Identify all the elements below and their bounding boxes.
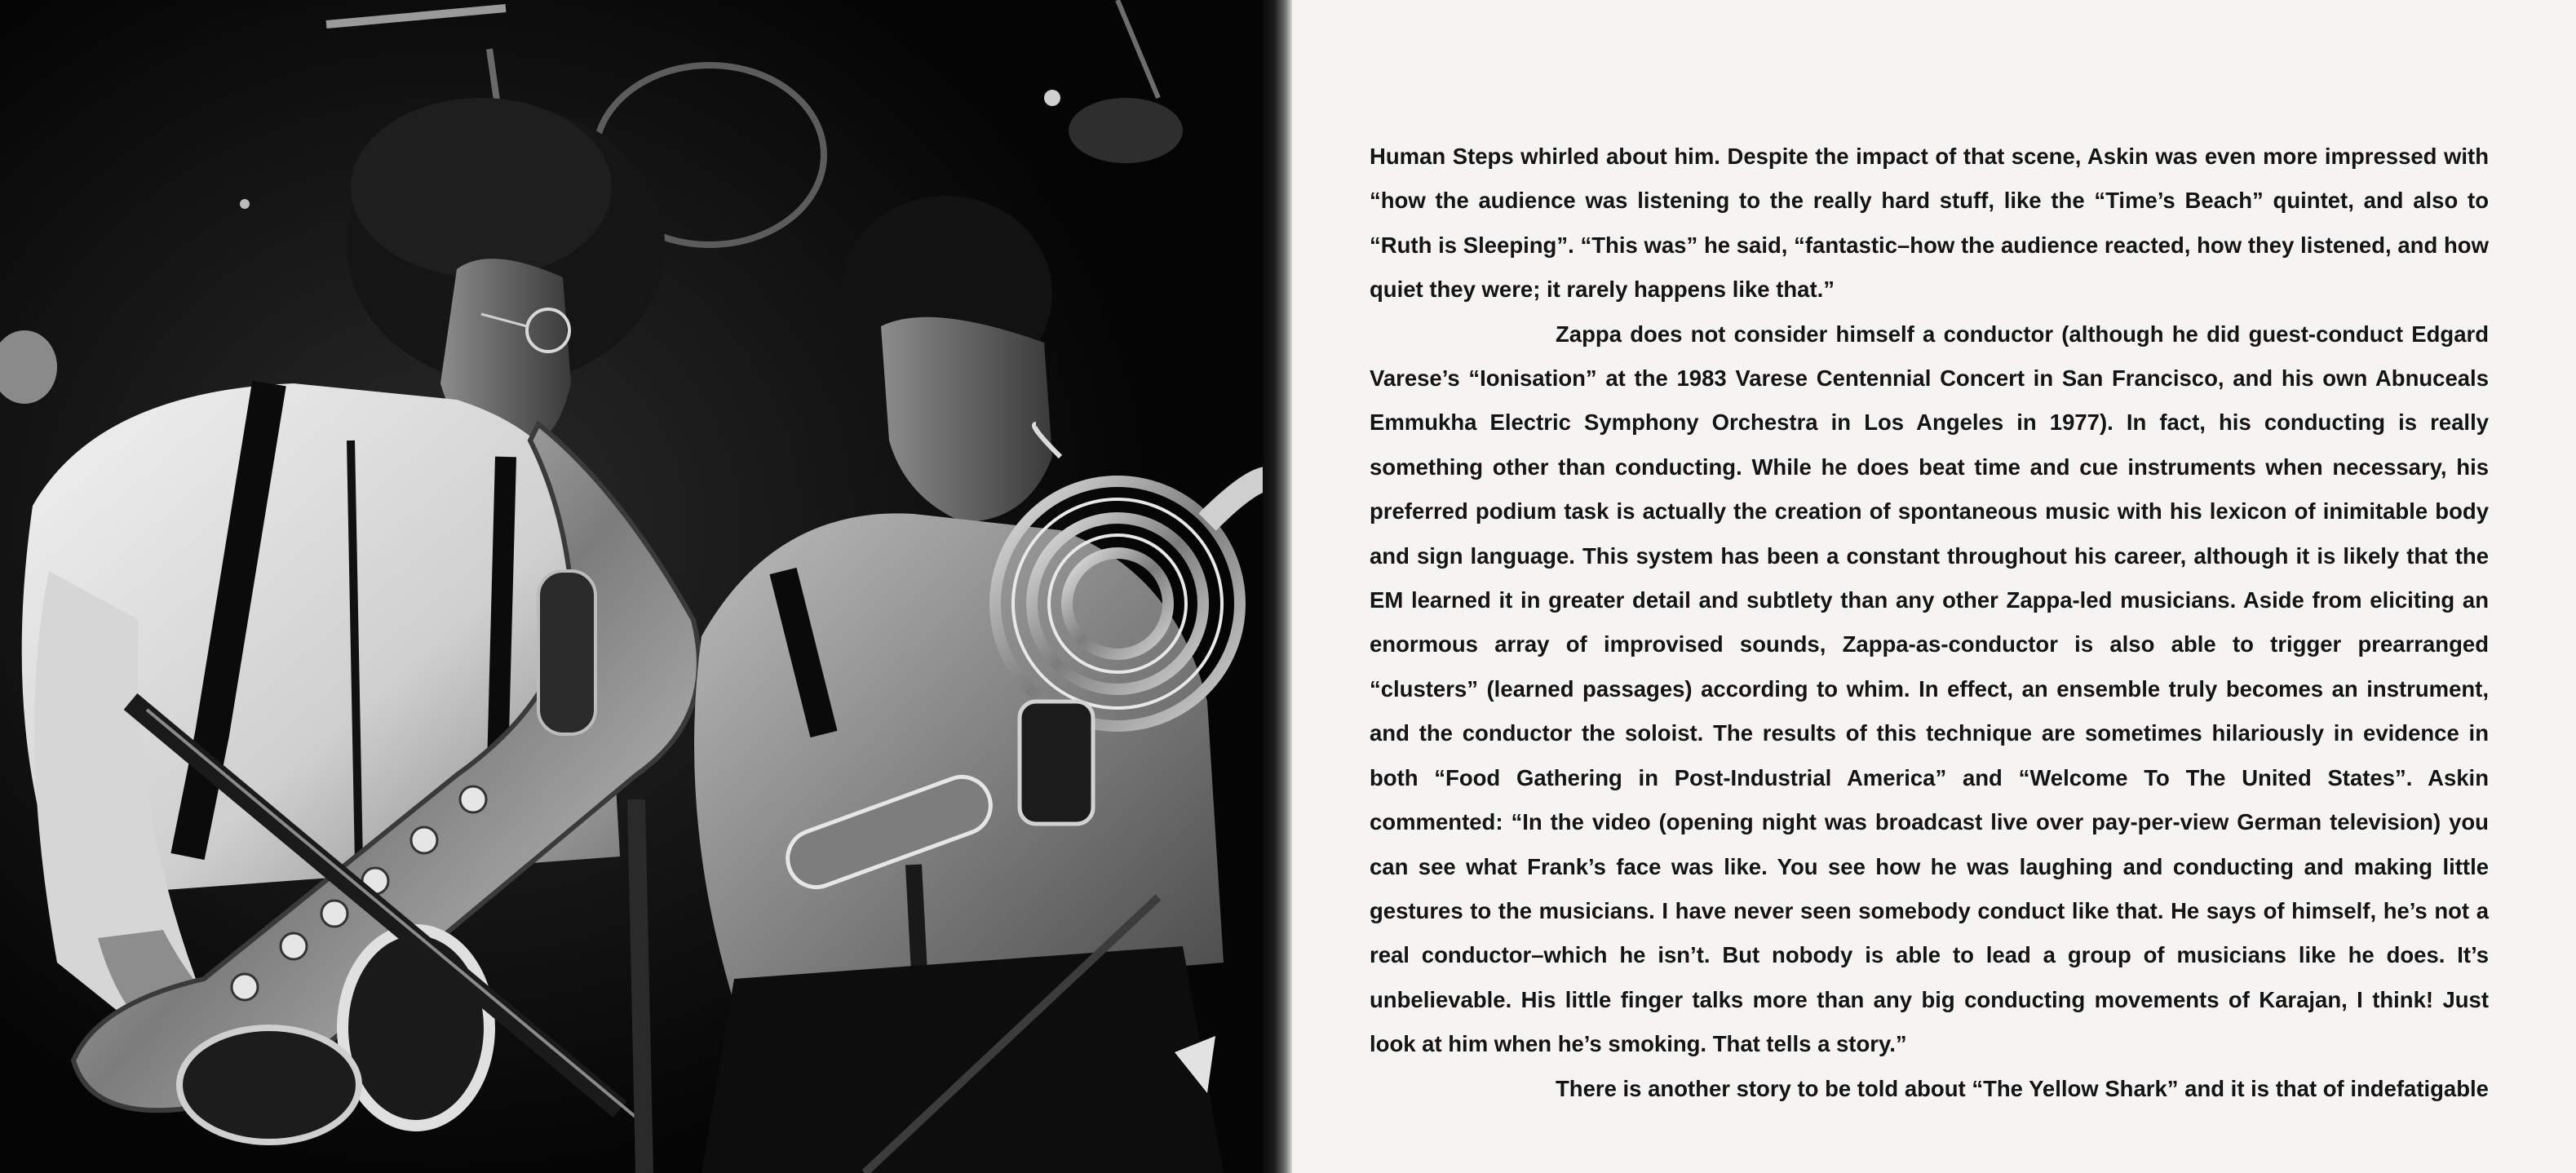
paragraph-askin-impressed: Human Steps whirled about him. Despite the impact of that scene, Askin was even more impressed with “how the audience was listening to the really hard stuff, like the “Time’s Beach” quintet, and also to “Ruth is Sleeping”. “This was” he said, “fantastic–how the audience reacted, how they listened, and how quiet they were; it rarely happens like that.”: [1370, 144, 2489, 303]
paragraph-zappa-conductor: Zappa does not consider himself a conductor (although he did guest-conduct Edgard Varese’s “Ionisation” at the 1983 Varese Centennial Concert in San Francisco, and his own Abnuceals Emmukha Electric Symphony Orchestra in Los Angeles in 1977). In fact, his conducting is really something other than conducting. While he does beat time and cue instruments when necessary, his preferred podium task is actually the creation of spontaneous music with his lexicon of inimitable body and sign language. This system has been a constant throughout his career, although it is likely that the EM learned it in greater detail and subtlety than any other Zappa-led musicians. Aside from eliciting an enormous array of improvised sounds, Zappa-as-conductor is also able to trigger prearranged “clusters” (learned passages) according to whim. In effect, an ensemble truly becomes an instrument, and the conductor the soloist. The results of this technique are sometimes hilariously in evidence in both “Food Gathering in Post-Industrial America” and “Welcome To The United States”. Askin commented: “In the video (opening night was broadcast live over pay-per-view German television) you can see what Frank’s face was like. You see how he was laughing and conducting and making little gestures to the musicians. I have never seen somebody conduct like that. He says of himself, he’s not a real conductor–which he isn’t. But nobody is able to lead a group of musicians like he does. It’s unbelievable. His little finger talks more than any big conducting movements of Karajan, I think! Just look at him when he’s smoking. That tells a story.”: [1370, 321, 2489, 1057]
book-gutter: [1263, 0, 1292, 1173]
saxophone-horn-players-photo: [0, 0, 1281, 1173]
paragraph-another-story: There is another story to be told about “The Yellow Shark” and it is that of indefatigable: [1556, 1075, 2489, 1101]
concert-photo: [0, 0, 1281, 1173]
body-text: [1370, 135, 2489, 1111]
text-page: [1292, 0, 2576, 1173]
